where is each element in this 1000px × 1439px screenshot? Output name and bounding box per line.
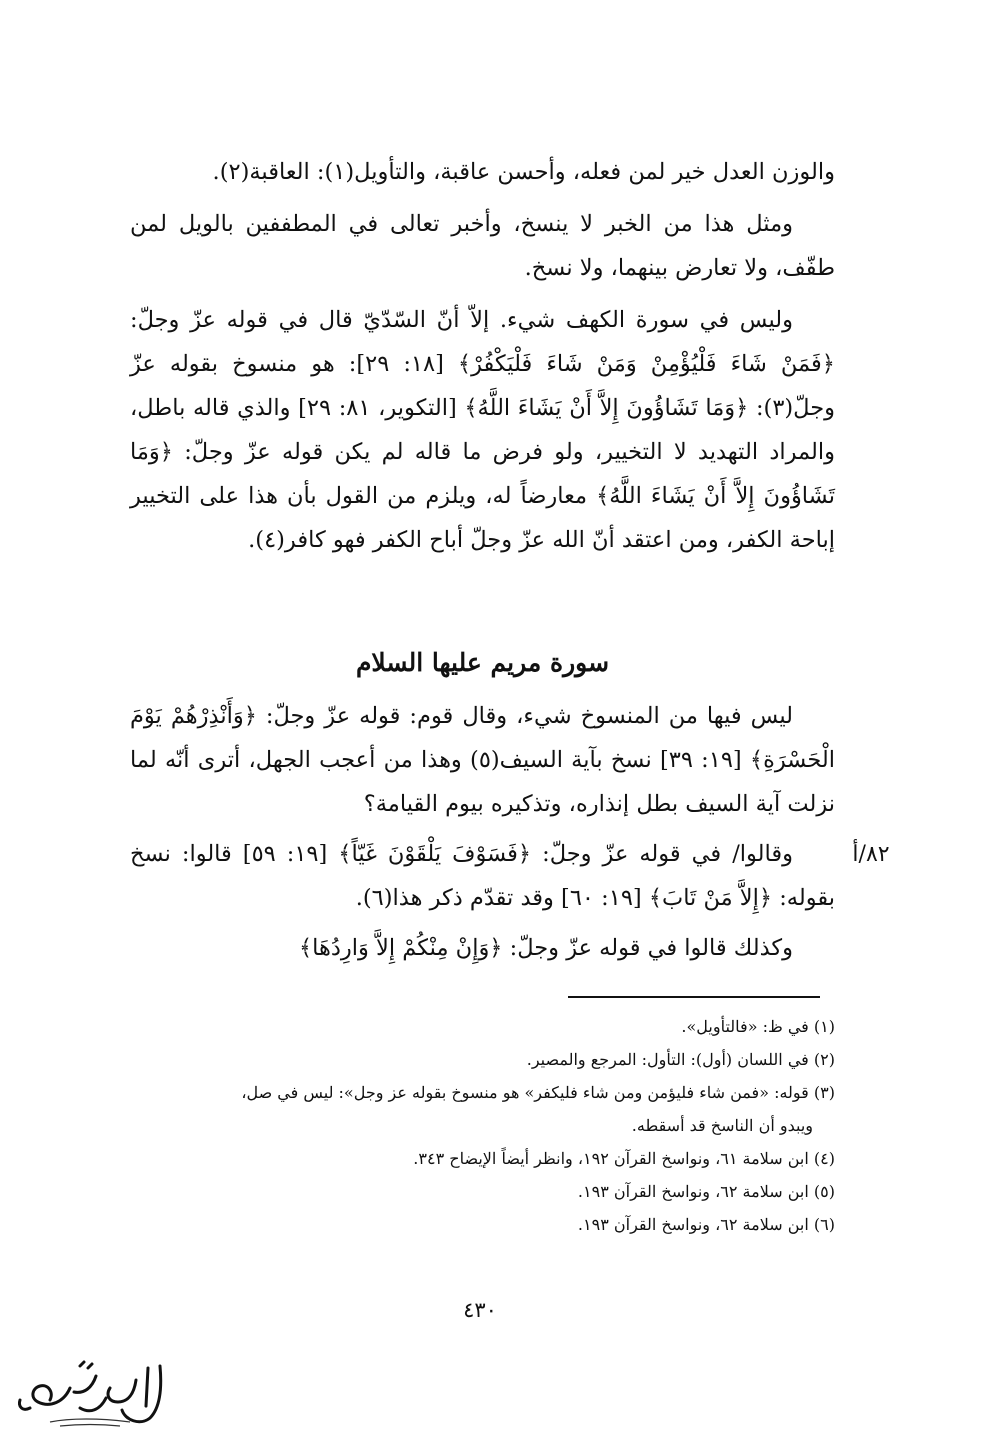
footnote-divider: [568, 996, 820, 998]
folio-margin-note: ٨٢/أ: [852, 842, 890, 867]
footnote-2: (٢) في اللسان (أول): التأول: المرجع والمصير.: [526, 1050, 835, 1069]
calligraphy-logo-icon: [10, 1358, 170, 1433]
footnote-4: (٤) ابن سلامة ٦١، ونواسخ القرآن ١٩٢، وانظر أيضاً الإيضاح ٣٤٣.: [413, 1149, 835, 1168]
footnote-3-continued: ويبدو أن الناسخ قد أسقطه.: [631, 1116, 813, 1135]
footnote-6: (٦) ابن سلامة ٦٢، ونواسخ القرآن ١٩٣.: [577, 1215, 835, 1234]
footnote-1: (١) في ظ: «فالتأويل».: [681, 1017, 835, 1036]
body-text-top: [130, 150, 835, 562]
paragraph-2: ومثل هذا من الخبر لا ينسخ، وأخبر تعالى في المطففين بالويل لمن طفّف، ولا تعارض بينهما، ولا نسخ.: [130, 211, 835, 281]
section-paragraph-3: وكذلك قالوا في قوله عزّ وجلّ: ﴿وَإِنْ مِنْكُمْ إِلاَّ وَارِدُهَا﴾: [298, 935, 793, 961]
section-paragraph-1: ليس فيها من المنسوخ شيء، وقال قوم: قوله عزّ وجلّ: ﴿وَأَنْذِرْهُمْ يَوْمَ الْحَسْرَةِ﴾ [١٩: ٣٩] نسخ بآية السيف(٥) وهذا من أعجب الجهل، أترى أنّه لما نزلت آية السيف بطل إنذاره، وتذكيره بيوم القيامة؟: [130, 703, 836, 817]
footnote-3: (٣) قوله: «فمن شاء فليؤمن ومن شاء فليكفر» هو منسوخ بقوله عز وجل»: ليس في صل،: [241, 1083, 835, 1102]
page-number: ٤٣٠: [463, 1298, 497, 1322]
paragraph-3: وليس في سورة الكهف شيء. إلاّ أنّ السّدّيّ قال في قوله عزّ وجلّ: ﴿فَمَنْ شَاءَ فَلْيُؤْمِنْ وَمَنْ شَاءَ فَلْيَكْفُرْ﴾ [١٨: ٢٩]: هو منسوخ بقوله عزّ وجلّ(٣): ﴿وَمَا تَشَاؤُونَ إِلاَّ أَنْ يَشَاءَ اللَّهُ﴾ [التكوير، ٨١: ٢٩] والذي قاله باطل، والمراد التهديد لا التخيير، ولو فرض ما قاله لم يكن قوله عزّ وجلّ: ﴿وَمَا تَشَاؤُونَ إِلاَّ أَنْ يَشَاءَ اللَّهُ﴾ معارضاً له، ويلزم من القول بأن هذا على التخيير إباحة الكفر، ومن اعتقد أنّ الله عزّ وجلّ أباح الكفر فهو كافر(٤).: [130, 307, 835, 553]
footnote-5: (٥) ابن سلامة ٦٢، ونواسخ القرآن ١٩٣.: [577, 1182, 835, 1201]
calligraphy-logo-svg: [10, 1358, 170, 1433]
body-text-section: [130, 694, 835, 970]
footnotes: [130, 1010, 835, 1241]
section-paragraph-2: وقالوا/ في قوله عزّ وجلّ: ﴿فَسَوْفَ يَلْقَوْنَ غَيّاً﴾ [١٩: ٥٩] قالوا: نسخ بقوله: ﴿إِلاَّ مَنْ تَابَ﴾ [١٩: ٦٠] وقد تقدّم ذكر هذا(٦).: [130, 841, 835, 911]
paragraph-1: والوزن العدل خير لمن فعله، وأحسن عاقبة، والتأويل(١): العاقبة(٢).: [212, 159, 835, 185]
section-heading: سورة مريم عليها السلام: [355, 648, 610, 677]
